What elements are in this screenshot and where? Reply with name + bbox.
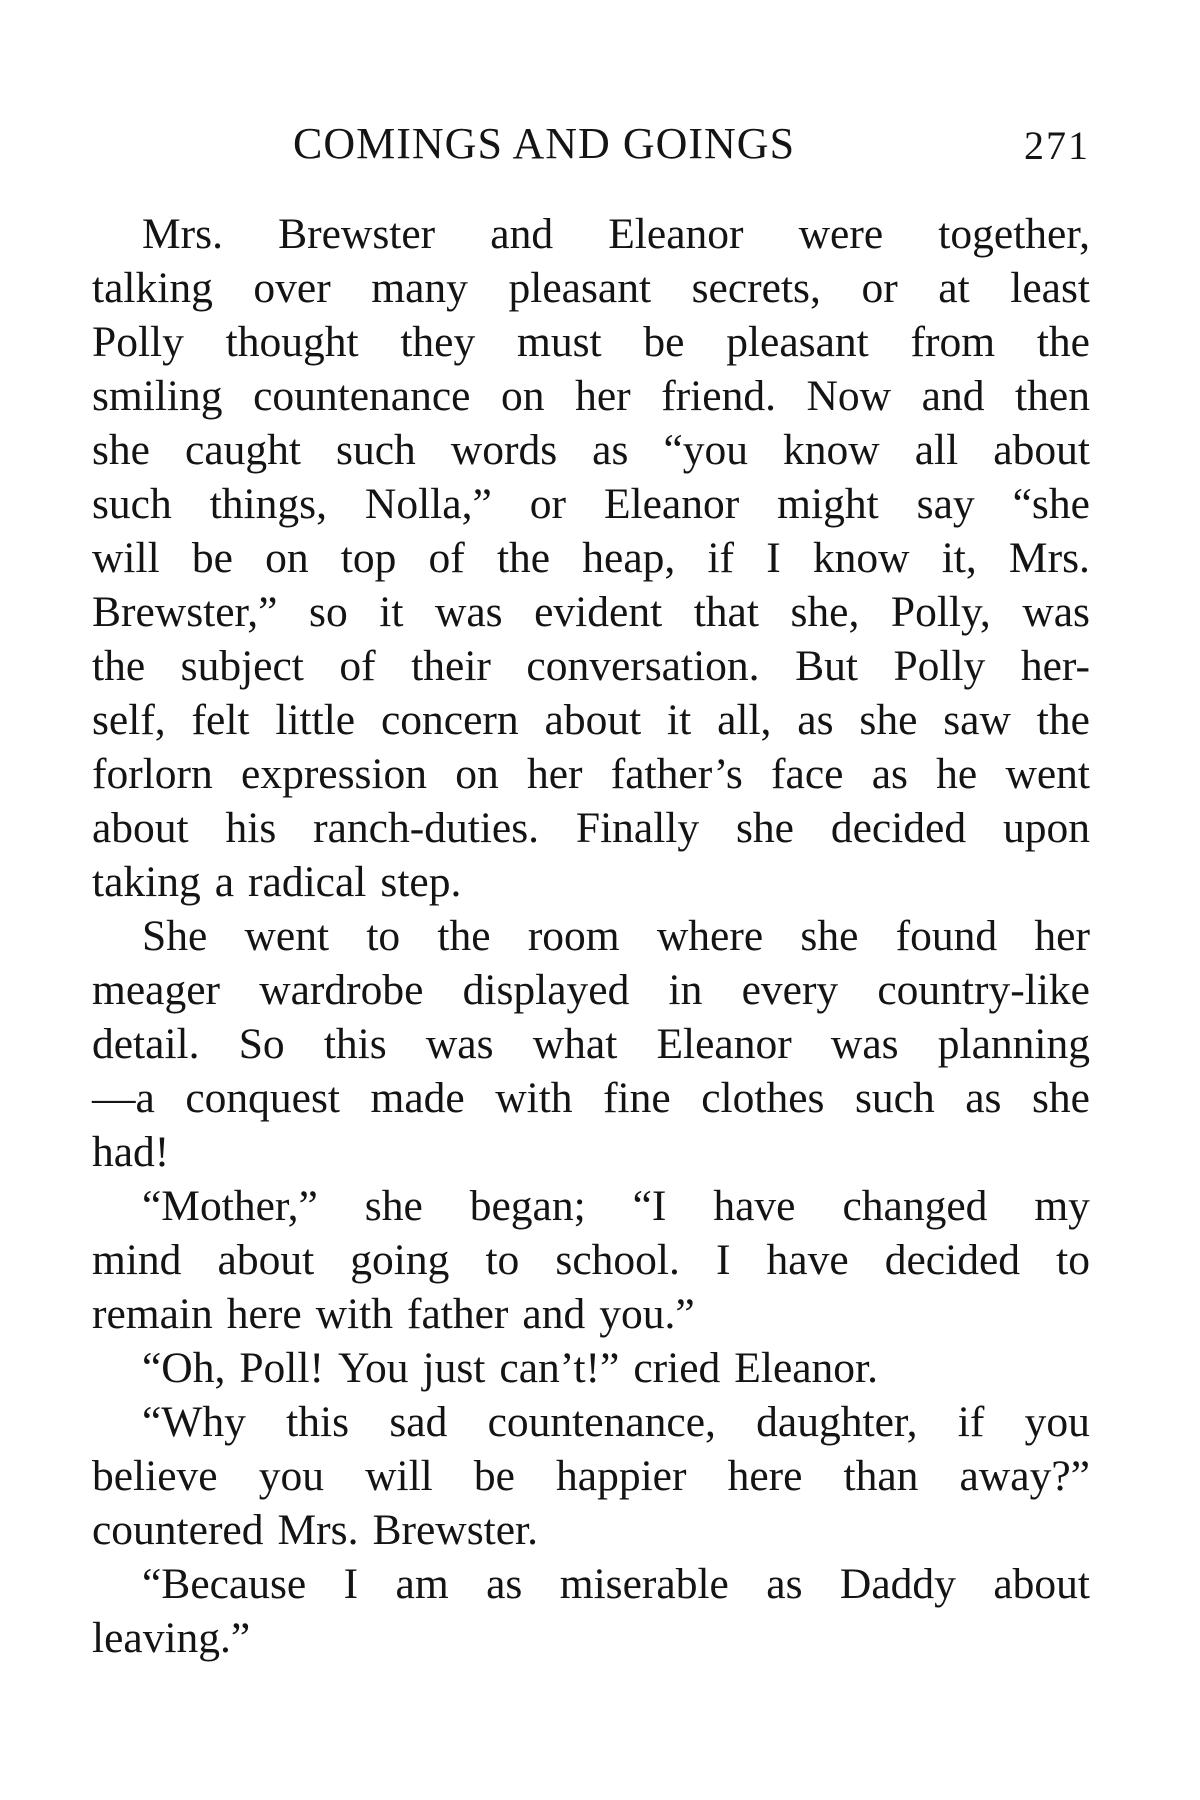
word: secrets, [691, 264, 821, 312]
word: with [315, 1290, 393, 1338]
word: top [340, 534, 397, 582]
word: upon [1002, 804, 1090, 852]
text-line [92, 1071, 1090, 1125]
text-line [92, 423, 1090, 477]
word: saw [943, 696, 1011, 744]
text-line [92, 855, 1090, 909]
word: daughter, [756, 1398, 918, 1446]
word: he [936, 750, 978, 798]
text-line [92, 693, 1090, 747]
word: about [544, 696, 642, 744]
body-text [92, 207, 1090, 1665]
word: in [668, 966, 703, 1014]
word: have [766, 1236, 849, 1284]
word: with [495, 1074, 573, 1122]
text-line [92, 1503, 1090, 1557]
word: you [1024, 1398, 1090, 1446]
text-line [92, 1125, 1090, 1179]
word: every [741, 966, 839, 1014]
word: was [434, 588, 503, 636]
word: thought [225, 318, 359, 366]
word: the [437, 912, 491, 960]
word: But [795, 642, 858, 690]
word: was [1022, 588, 1090, 636]
word: She [142, 912, 208, 960]
word: will [365, 1452, 433, 1500]
word: it [667, 696, 692, 744]
word: face [771, 750, 844, 798]
word: at [938, 264, 970, 312]
word: this [286, 1398, 350, 1446]
word: room [527, 912, 620, 960]
word: decided [884, 1236, 1021, 1284]
text-line [92, 747, 1090, 801]
word: about [92, 804, 189, 852]
word: than [843, 1452, 919, 1500]
word: will [92, 534, 160, 582]
word: little [275, 696, 356, 744]
word: away?” [959, 1452, 1090, 1500]
word: conversation. [526, 642, 760, 690]
word: countenance, [487, 1398, 716, 1446]
word: words [450, 426, 558, 474]
word: have [713, 1182, 796, 1230]
word: sad [389, 1398, 448, 1446]
word: Mrs. [277, 1506, 359, 1554]
word: taking [92, 858, 201, 906]
word: from [910, 318, 996, 366]
word: then [1015, 372, 1090, 420]
word: here [226, 1290, 302, 1338]
word: to [366, 912, 401, 960]
word: if [957, 1398, 985, 1446]
word: Polly [893, 642, 986, 690]
word: be [191, 534, 233, 582]
word: began; [469, 1182, 586, 1230]
word: displayed [462, 966, 630, 1014]
word: many [371, 264, 468, 312]
word: a [214, 858, 235, 906]
word: she [800, 912, 859, 960]
word: least [1010, 264, 1090, 312]
word: You [337, 1344, 409, 1392]
word: all [914, 426, 959, 474]
word: such [92, 480, 172, 528]
text-line [92, 1611, 1090, 1665]
word: were [798, 210, 884, 258]
word: over [253, 264, 331, 312]
word: Brewster [278, 210, 436, 258]
word: to [1056, 1236, 1090, 1284]
word: So [238, 1020, 285, 1068]
word: step. [380, 858, 462, 906]
word: self, [92, 696, 166, 744]
word: heap, [582, 534, 676, 582]
page-number: 271 [1024, 123, 1090, 168]
word: father’s [610, 750, 743, 798]
word: her- [1020, 642, 1090, 690]
word: happier [556, 1452, 687, 1500]
word: here [727, 1452, 803, 1500]
word: the [496, 534, 551, 582]
word: know [812, 534, 910, 582]
word: was [830, 1020, 899, 1068]
word: you [258, 1452, 324, 1500]
word: changed [842, 1182, 988, 1230]
word: his [225, 804, 277, 852]
text-line [92, 1233, 1090, 1287]
word: made [370, 1074, 465, 1122]
word: Mrs. [1008, 534, 1090, 582]
word: she [859, 696, 918, 744]
word: know [783, 426, 880, 474]
word: together, [938, 210, 1090, 258]
word: such [336, 426, 416, 474]
word: where [656, 912, 764, 960]
word: countered [92, 1506, 264, 1554]
word: Poll! [239, 1344, 324, 1392]
word: “she [1012, 480, 1090, 528]
word: mind [92, 1236, 182, 1284]
word: concern [380, 696, 519, 744]
word: pleasant [508, 264, 652, 312]
text-line [92, 585, 1090, 639]
word: Now [806, 372, 892, 420]
word: had! [92, 1128, 170, 1176]
word: “Mother,” [142, 1182, 318, 1230]
word: her [1034, 912, 1090, 960]
word: her [575, 372, 631, 420]
running-head [92, 118, 1090, 178]
word: must [517, 318, 602, 366]
word: of [339, 642, 376, 690]
word: wardrobe [259, 966, 424, 1014]
word: my [1034, 1182, 1090, 1230]
word: she [364, 1182, 423, 1230]
word: it, [941, 534, 977, 582]
word: that [693, 588, 759, 636]
word: or [861, 264, 898, 312]
word: was [425, 1020, 494, 1068]
word: Daddy [839, 1560, 956, 1608]
word: I [766, 534, 781, 582]
word: father [406, 1290, 509, 1338]
word: they [400, 318, 476, 366]
word: detail. [92, 1020, 200, 1068]
word: caught [185, 426, 301, 474]
word: as [871, 750, 908, 798]
word: cried [633, 1344, 721, 1392]
word: “Oh, [142, 1344, 226, 1392]
word: Brewster,” [92, 588, 278, 636]
word: talking [92, 264, 213, 312]
word: might [777, 480, 879, 528]
word: Eleanor [603, 480, 740, 528]
running-title: COMINGS AND GOINGS [293, 119, 796, 168]
word: she [736, 804, 794, 852]
word: the [1036, 696, 1090, 744]
word: Finally [575, 804, 700, 852]
word: Eleanor. [734, 1344, 879, 1392]
word: on [501, 372, 545, 420]
word: planning [937, 1020, 1090, 1068]
word: ranch-duties. [313, 804, 540, 852]
word: what [532, 1020, 618, 1068]
word: went [1005, 750, 1090, 798]
word: be [643, 318, 685, 366]
word: I [343, 1560, 359, 1608]
word: “I [632, 1182, 667, 1230]
word: as [486, 1560, 523, 1608]
text-line [92, 963, 1090, 1017]
word: conquest [185, 1074, 340, 1122]
word: as [592, 426, 629, 474]
text-line [92, 1287, 1090, 1341]
word: her [527, 750, 583, 798]
word: forlorn [92, 750, 213, 798]
word: say [916, 480, 975, 528]
word: going [350, 1236, 450, 1284]
word: as [766, 1560, 803, 1608]
text-line [92, 1449, 1090, 1503]
word: their [411, 642, 491, 690]
word: to [485, 1236, 520, 1284]
word: countenance [253, 372, 471, 420]
word: about [993, 1560, 1090, 1608]
word: went [244, 912, 330, 960]
word: remain [92, 1290, 213, 1338]
word: school. [555, 1236, 680, 1284]
word: all, [717, 696, 772, 744]
text-line [92, 261, 1090, 315]
word: believe [92, 1452, 218, 1500]
word: it [379, 588, 404, 636]
word: about [993, 426, 1090, 474]
word: of [428, 534, 465, 582]
word: clothes [701, 1074, 825, 1122]
word: radical [248, 858, 367, 906]
word: subject [180, 642, 304, 690]
text-line [92, 369, 1090, 423]
word: on [265, 534, 309, 582]
word: be [473, 1452, 515, 1500]
word: things, [209, 480, 327, 528]
word: just [422, 1344, 486, 1392]
word: Polly, [890, 588, 991, 636]
word: the [92, 642, 146, 690]
word: fine [603, 1074, 671, 1122]
text-line [92, 1341, 1090, 1395]
word: “Because [142, 1560, 307, 1608]
word: about [217, 1236, 315, 1284]
word: smiling [92, 372, 223, 420]
word: or [529, 480, 566, 528]
word: she [1031, 1074, 1090, 1122]
word: I [715, 1236, 731, 1284]
text-line [92, 639, 1090, 693]
word: Eleanor [608, 210, 744, 258]
text-line [92, 531, 1090, 585]
text-line [92, 477, 1090, 531]
word: pleasant [726, 318, 869, 366]
text-line [92, 801, 1090, 855]
text-line [92, 1179, 1090, 1233]
word: Nolla,” [364, 480, 492, 528]
word: miserable [559, 1560, 729, 1608]
text-line [92, 1557, 1090, 1611]
word: you.” [599, 1290, 695, 1338]
word: Polly [92, 318, 184, 366]
word: and [490, 210, 554, 258]
word: leaving.” [92, 1614, 251, 1662]
text-line [92, 1395, 1090, 1449]
word: decided [830, 804, 967, 852]
word: as [797, 696, 834, 744]
word: friend. [661, 372, 776, 420]
word: felt [191, 696, 250, 744]
word: as [965, 1074, 1002, 1122]
word: if [707, 534, 735, 582]
word: meager [92, 966, 220, 1014]
word: she, [790, 588, 860, 636]
word: this [323, 1020, 387, 1068]
word: can’t!” [499, 1344, 620, 1392]
word: the [1036, 318, 1090, 366]
word: and [921, 372, 985, 420]
word: “you [663, 426, 749, 474]
word: country-like [877, 966, 1090, 1014]
word: so [309, 588, 348, 636]
word: she [92, 426, 150, 474]
word: expression [241, 750, 428, 798]
word: Eleanor [656, 1020, 792, 1068]
word: such [854, 1074, 935, 1122]
word: Mrs. [142, 210, 223, 258]
text-line [92, 909, 1090, 963]
text-line [92, 207, 1090, 261]
word: and [522, 1290, 586, 1338]
text-line [92, 1017, 1090, 1071]
word: Brewster. [372, 1506, 538, 1554]
text-line [92, 315, 1090, 369]
word: found [895, 912, 998, 960]
word: evident [534, 588, 663, 636]
word: —a [92, 1074, 155, 1122]
word: am [395, 1560, 449, 1608]
word: on [455, 750, 499, 798]
word: “Why [142, 1398, 246, 1446]
